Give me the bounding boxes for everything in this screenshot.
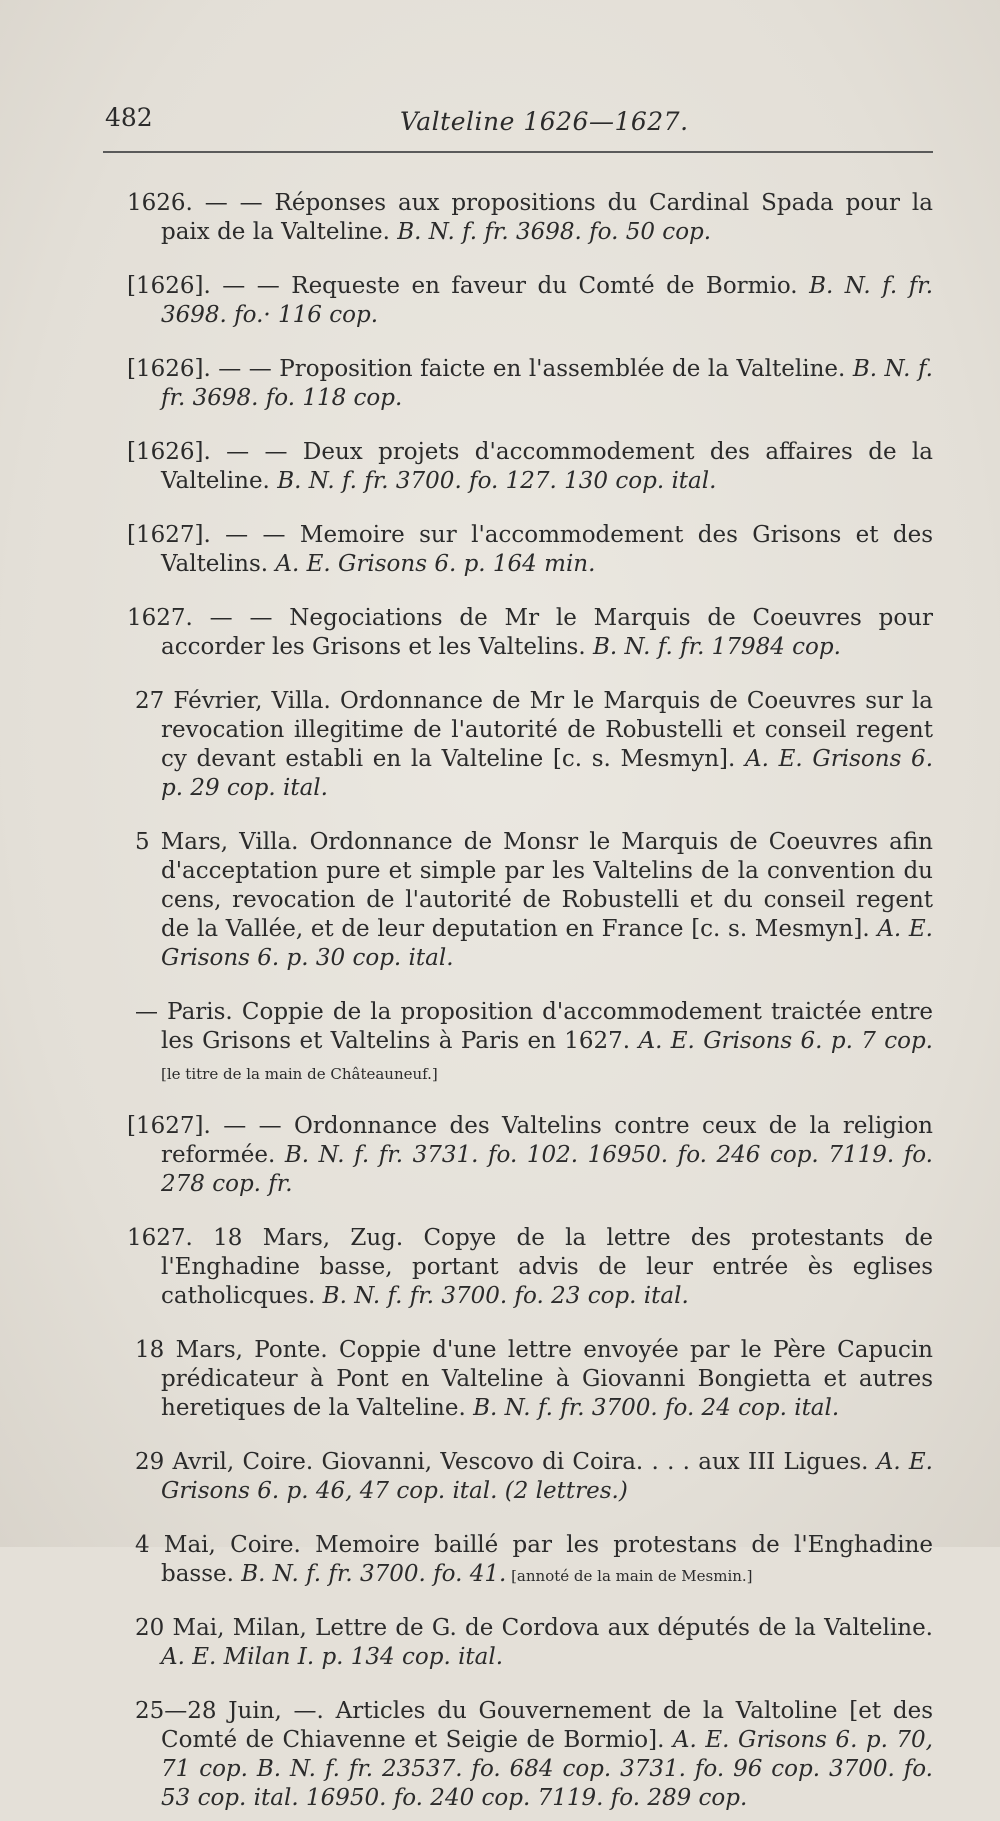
entry-text: — — Proposition faicte en l'assemblée de la Valteline. [210,356,853,382]
page-header [105,103,930,143]
entry-text: Articles du Gouvernement de la Valtoline [et des Comté de Chiavenne et Seigie de Bormio]. [161,1698,933,1753]
list-item [103,1697,933,1815]
entry-text: — — Deux projets d'accommodement des affaires de la Valteline. [161,439,933,494]
list-item [103,438,933,498]
list-item [103,1531,933,1591]
entry-date: 18 Mars, Ponte. [135,1337,328,1363]
entry-reference: B. N. f. fr. 3698. fo. 118 cop. [161,356,933,411]
entry-date: [1627]. [127,1113,211,1139]
list-item [103,272,933,332]
entry-date: 5 Mars, Villa. [135,829,299,855]
entry-reference: B. N. f. fr. 3698. fo.· 116 cop. [161,273,933,328]
running-title: Valteline 1626—1627. [400,107,689,136]
entry-reference: A. E. Grisons 6. p. 29 cop. ital. [161,746,934,801]
list-item [103,998,933,1089]
entry-date: [1626]. [127,273,211,299]
entry-date: 4 Mai, Coire. [135,1532,301,1558]
list-item [103,1224,933,1313]
entry-text: Ordonnance de Mr le Marquis de Coeuvres sur la revocation illegitime de l'autorité de Robustelli et conseil regent cy devant establi en la Valteline [c. s. Mesmyn]. [161,688,934,772]
entry-reference: B. N. f. fr. 17984 cop. [592,634,841,660]
entry-reference: B. N. f. fr. 3731. fo. 102. 16950. fo. 246 cop. 7119. fo. 278 cop. fr. [161,1142,933,1197]
entry-reference: A. E. Grisons 6. p. 30 cop. ital. [161,916,933,971]
entry-date: [1626]. [127,439,211,465]
list-item [103,355,933,415]
entry-date: [1626]. [127,356,211,382]
entry-reference: A. E. Grisons 6. p. 7 cop. [638,1028,933,1054]
entry-reference: B. N. f. fr. 3700. fo. 23 cop. ital. [322,1283,689,1309]
entry-list [103,166,933,1821]
entry-text: — — Réponses aux propositions du Cardinal Spada pour la paix de la Valteline. [161,190,933,245]
entry-note: [annoté de la main de Mesmin.] [506,1567,753,1585]
entry-text: Coppie d'une lettre envoyée par le Père Capucin prédicateur à Pont en Valteline à Giovanni Bongietta et autres heretiques de la Valteline. [161,1337,933,1421]
list-item [103,1448,933,1508]
list-item [103,1336,933,1425]
entry-date: — Paris. [135,999,233,1025]
entry-date: 1627. [127,1225,193,1251]
entry-date: 25—28 Juin, —. [135,1698,324,1724]
entry-date: 1626. [127,190,193,216]
entry-date: [1627]. [127,522,211,548]
entry-text: — — Requeste en faveur du Comté de Bormio. [210,273,810,299]
entry-reference: A. E. Grisons 6. p. 70, 71 cop. B. N. f. fr. 23537. fo. 684 cop. 3731. fo. 96 cop. 3700. fo. 53 cop. ital. 16950. fo. 240 cop. 7119. fo. 289 cop. [161,1727,933,1811]
entry-date: 1627. [127,605,193,631]
list-item [103,687,933,805]
entry-text: 18 Mars, Zug. Copye de la lettre des protestants de l'Enghadine basse, portant advis de leur entrée ès eglises catholicques. [161,1225,933,1309]
entry-reference: A. E. Grisons 6. p. 164 min. [275,551,596,577]
list-item [103,604,933,664]
list-item [103,1112,933,1201]
entry-date: 27 Février, Villa. [135,688,331,714]
entry-reference: A. E. Milan I. p. 134 cop. ital. [161,1644,504,1670]
entry-note: [le titre de la main de Châteauneuf.] [161,1065,438,1083]
entry-text: — — Ordonnance des Valtelins contre ceux de la religion reformée. [161,1113,933,1168]
entry-text: — — Negociations de Mr le Marquis de Coeuvres pour accorder les Grisons et les Valtelins. [161,605,933,660]
list-item [103,521,933,581]
entry-text: Memoire baillé par les protestans de l'Enghadine basse. [161,1532,933,1587]
header-rule [103,151,933,153]
entry-date: 29 Avril, Coire. [135,1449,314,1475]
list-item [103,189,933,249]
list-item [103,1614,933,1674]
entry-reference: B. N. f. fr. 3700. fo. 41. [241,1561,507,1587]
entry-text: — — Memoire sur l'accommodement des Grisons et des Valtelins. [161,522,933,577]
entry-reference: A. E. Grisons 6. p. 46, 47 cop. ital. (2 lettres.) [161,1449,933,1504]
entry-reference: B. N. f. fr. 3700. fo. 24 cop. ital. [473,1395,840,1421]
entry-text: Giovanni, Vescovo di Coira. . . . aux III Ligues. [313,1449,877,1475]
entry-text: Ordonnance de Monsr le Marquis de Coeuvres afin d'acceptation pure et simple par les Valtelins de la convention du cens, revocation de l'autorité de Robustelli et du conseil regent de la Vallée, et de leur deputation en France [c. s. Mesmyn]. [161,829,933,942]
entry-reference: B. N. f. fr. 3700. fo. 127. 130 cop. ital. [277,468,717,494]
page-number: 482 [105,103,153,132]
entry-reference: B. N. f. fr. 3698. fo. 50 cop. [397,219,712,245]
entry-text: Lettre de G. de Cordova aux députés de la Valteline. [306,1615,933,1641]
entry-text: Coppie de la proposition d'accommodement traictée entre les Grisons et Valtelins à Paris en 1627. [161,999,933,1054]
entry-date: 20 Mai, Milan, [135,1615,307,1641]
list-item [103,828,933,975]
